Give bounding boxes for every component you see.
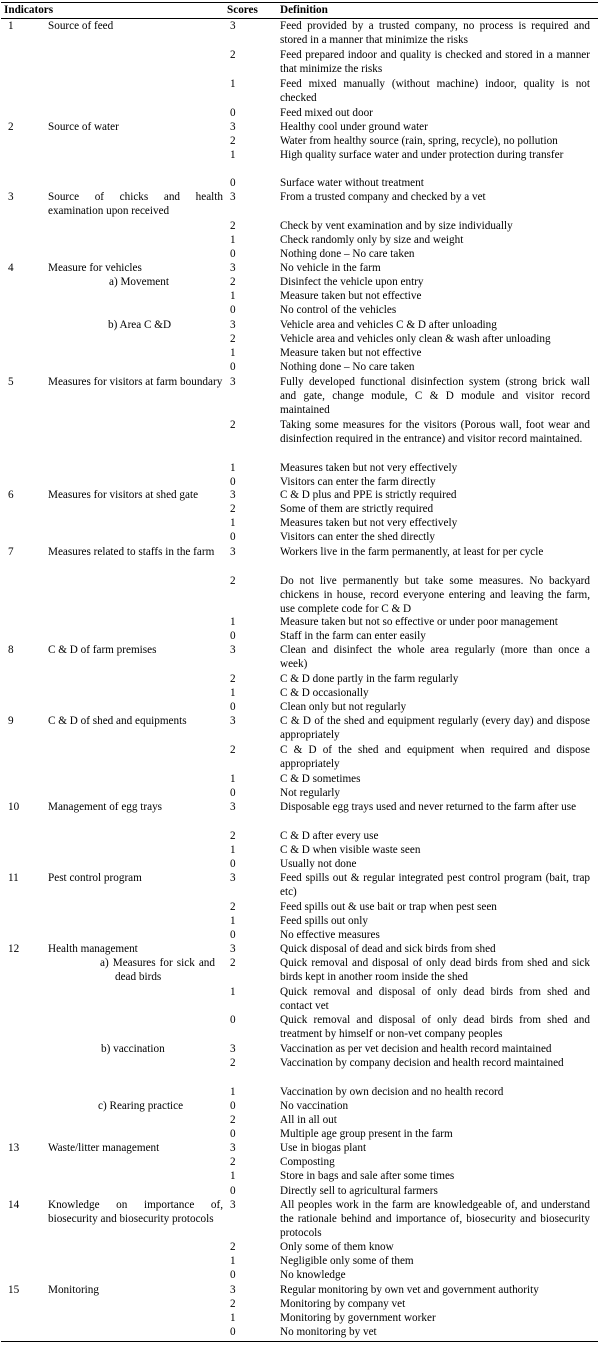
score-value: 0 <box>230 177 236 189</box>
definition-text: Vaccination by own decision and no health record <box>280 1086 504 1098</box>
indicator-label: Measures for visitors at farm boundary <box>48 376 223 388</box>
indicator-number: 4 <box>8 262 14 274</box>
definition-text: Vaccination as per vet decision and health record maintained <box>280 1043 552 1055</box>
score-value: 0 <box>230 304 236 316</box>
score-value: 0 <box>230 531 236 543</box>
definition-text: Fully developed functional disinfection system (strong brick wall and gate, change module, C & D module and visitor record maintained <box>280 376 590 417</box>
definition-text: C & D occasionally <box>280 687 369 699</box>
definition-text: Clean only but not regularly <box>280 701 407 713</box>
score-value: 3 <box>230 1199 236 1211</box>
score-value: 0 <box>230 929 236 941</box>
score-value: 1 <box>230 616 236 628</box>
score-value: 1 <box>230 986 236 998</box>
score-value: 0 <box>230 361 236 373</box>
score-value: 0 <box>230 787 236 799</box>
score-value: 2 <box>230 419 236 431</box>
score-value: 2 <box>230 276 236 288</box>
definition-text: Nothing done – No care taken <box>280 248 415 260</box>
indicator-number: 3 <box>8 191 14 203</box>
score-value: 1 <box>230 234 236 246</box>
definition-text: Vehicle area and vehicles C & D after unloading <box>280 319 497 331</box>
definition-text: Feed mixed manually (without machine) indoor, quality is not checked <box>280 78 590 105</box>
score-value: 0 <box>230 630 236 642</box>
score-value: 2 <box>230 503 236 515</box>
score-value: 3 <box>230 191 236 203</box>
indicator-label: Knowledge on importance of, biosecurity and biosecurity protocols <box>48 1199 223 1225</box>
definition-text: Regular monitoring by own vet and government authority <box>280 1284 539 1296</box>
definition-text: From a trusted company and checked by a vet <box>280 191 486 203</box>
score-value: 2 <box>230 957 236 969</box>
definition-text: Feed prepared indoor and quality is checked and stored in a manner that minimize the risks <box>280 49 590 76</box>
indicator-label: Source of water <box>48 121 119 133</box>
score-value: 3 <box>230 943 236 955</box>
score-value: 1 <box>230 1086 236 1098</box>
definition-text: No knowledge <box>280 1269 346 1281</box>
score-value: 2 <box>230 135 236 147</box>
score-value: 1 <box>230 290 236 302</box>
score-value: 3 <box>230 262 236 274</box>
definition-text: Quick removal and disposal of only dead birds from shed and treatment by himself or non-vet company peoples <box>280 1014 590 1041</box>
score-value: 1 <box>230 149 236 161</box>
score-value: 1 <box>230 915 236 927</box>
definition-text: Usually not done <box>280 858 357 870</box>
definition-text: Directly sell to agricultural farmers <box>280 1185 438 1197</box>
score-value: 1 <box>230 1312 236 1324</box>
score-value: 3 <box>230 1142 236 1154</box>
indicator-number: 8 <box>8 644 14 656</box>
indicator-label: Health management <box>48 943 138 955</box>
score-value: 1 <box>230 773 236 785</box>
definition-text: All in all out <box>280 1114 337 1126</box>
indicator-number: 14 <box>8 1199 20 1211</box>
score-value: 3 <box>230 546 236 558</box>
definition-text: C & D sometimes <box>280 773 361 785</box>
score-value: 3 <box>230 715 236 727</box>
header-definition: Definition <box>280 4 328 16</box>
indicator-label: Source of feed <box>48 20 114 32</box>
indicator-label: b) Area C &D <box>108 319 172 331</box>
definition-text: Store in bags and sale after some times <box>280 1170 455 1182</box>
indicator-label: Measure for vehicles <box>48 262 142 274</box>
score-value: 2 <box>230 1114 236 1126</box>
score-value: 3 <box>230 1284 236 1296</box>
definition-text: Visitors can enter the shed directly <box>280 531 435 543</box>
score-value: 1 <box>230 1255 236 1267</box>
indicator-number: 6 <box>8 489 14 501</box>
definition-text: Nothing done – No care taken <box>280 361 415 373</box>
definition-text: Measure taken but not so effective or under poor management <box>280 616 558 628</box>
score-value: 0 <box>230 1185 236 1197</box>
header-scores: Scores <box>227 4 258 16</box>
score-value: 1 <box>230 78 236 90</box>
score-value: 3 <box>230 121 236 133</box>
definition-text: Measure taken but not effective <box>280 347 422 359</box>
score-value: 1 <box>230 517 236 529</box>
definition-text: Water from healthy source (rain, spring, recycle), no pollution <box>280 135 558 147</box>
score-value: 2 <box>230 901 236 913</box>
definition-text: C & D of the shed and equipment when required and dispose appropriately <box>280 744 590 771</box>
indicator-number: 13 <box>8 1142 20 1154</box>
score-value: 2 <box>230 830 236 842</box>
definition-text: C & D plus and PPE is strictly required <box>280 489 457 501</box>
definition-text: Feed mixed out door <box>280 107 373 119</box>
indicator-number: 7 <box>8 546 14 558</box>
score-value: 0 <box>230 476 236 488</box>
definition-text: Composting <box>280 1156 335 1168</box>
definition-text: Do not live permanently but take some measures. No backyard chickens in house, record everyone entering and leaving the farm, use complete code for C & D <box>280 575 590 616</box>
definition-text: No effective measures <box>280 929 380 941</box>
indicator-label: Measures related to staffs in the farm <box>48 546 215 558</box>
score-value: 2 <box>230 333 236 345</box>
score-value: 3 <box>230 872 236 884</box>
indicator-label: c) Rearing practice <box>98 1100 184 1112</box>
indicator-label: Pest control program <box>48 872 142 884</box>
indicator-number: 10 <box>8 801 20 813</box>
indicator-number: 11 <box>8 872 19 884</box>
indicator-number: 9 <box>8 715 14 727</box>
score-value: 0 <box>230 1269 236 1281</box>
score-value: 3 <box>230 801 236 813</box>
indicator-number: 15 <box>8 1284 20 1296</box>
definition-text: No control of the vehicles <box>280 304 397 316</box>
indicator-label: a) Movement <box>109 276 169 288</box>
score-value: 0 <box>230 858 236 870</box>
header-indicators: Indicators <box>4 4 54 16</box>
definition-text: No monitoring by vet <box>280 1326 377 1338</box>
score-value: 0 <box>230 1100 236 1112</box>
indicator-label: Source of chicks and health examination upon received <box>48 191 223 217</box>
definition-text: Multiple age group present in the farm <box>280 1128 453 1140</box>
score-value: 2 <box>230 1298 236 1310</box>
score-value: 2 <box>230 1241 236 1253</box>
definition-text: Check by vent examination and by size individually <box>280 220 513 232</box>
definition-text: Feed spills out & use bait or trap when pest seen <box>280 901 497 913</box>
definition-text: High quality surface water and under protection during transfer <box>280 149 564 161</box>
indicator-label: b) vaccination <box>101 1043 165 1055</box>
definition-text: Not regularly <box>280 787 340 799</box>
definition-text: Measures taken but not very effectively <box>280 517 458 529</box>
indicator-number: 12 <box>8 943 20 955</box>
score-value: 3 <box>230 489 236 501</box>
definition-text: Some of them are strictly required <box>280 503 434 515</box>
score-value: 3 <box>230 1043 236 1055</box>
definition-text: Workers live in the farm permanently, at least for per cycle <box>280 546 544 558</box>
indicator-number: 1 <box>8 20 14 32</box>
definition-text: Staff in the farm can enter easily <box>280 630 426 642</box>
bottom-rule <box>1 1341 598 1342</box>
score-value: 1 <box>230 687 236 699</box>
indicator-label: Monitoring <box>48 1284 99 1296</box>
definition-text: Feed spills out & regular integrated pest control program (bait, trap etc) <box>280 872 590 899</box>
definition-text: Disposable egg trays used and never returned to the farm after use <box>280 801 577 813</box>
score-value: 0 <box>230 1014 236 1026</box>
score-value: 1 <box>230 844 236 856</box>
indicator-label: Measures for visitors at shed gate <box>48 489 199 501</box>
definition-text: Only some of them know <box>280 1241 394 1253</box>
score-value: 2 <box>230 1057 236 1069</box>
score-value: 0 <box>230 248 236 260</box>
definition-text: Disinfect the vehicle upon entry <box>280 276 424 288</box>
score-value: 1 <box>230 1170 236 1182</box>
definition-text: Vehicle area and vehicles only clean & wash after unloading <box>280 333 551 345</box>
score-value: 1 <box>230 347 236 359</box>
score-value: 3 <box>230 20 236 32</box>
definition-text: All peoples work in the farm are knowledgeable of, and understand the rationale behind and importance of, biosecurity and biosecurity protocols <box>280 1199 590 1240</box>
definition-text: Monitoring by government worker <box>280 1312 436 1324</box>
definition-text: C & D after every use <box>280 830 379 842</box>
definition-text: Measures taken but not very effectively <box>280 462 458 474</box>
definition-text: Use in biogas plant <box>280 1142 367 1154</box>
score-value: 0 <box>230 107 236 119</box>
definition-text: Feed spills out only <box>280 915 368 927</box>
definition-text: Vaccination by company decision and health record maintained <box>280 1057 564 1069</box>
score-value: 2 <box>230 49 236 61</box>
score-value: 2 <box>230 220 236 232</box>
definition-text: Monitoring by company vet <box>280 1298 406 1310</box>
definition-text: Check randomly only by size and weight <box>280 234 464 246</box>
score-value: 0 <box>230 1326 236 1338</box>
definition-text: Healthy cool under ground water <box>280 121 428 133</box>
indicator-label: C & D of farm premises <box>48 644 157 656</box>
definition-text: Surface water without treatment <box>280 177 424 189</box>
score-value: 2 <box>230 1156 236 1168</box>
definition-text: Negligible only some of them <box>280 1255 414 1267</box>
score-value: 2 <box>230 744 236 756</box>
definition-text: Visitors can enter the farm directly <box>280 476 436 488</box>
definition-text: C & D done partly in the farm regularly <box>280 673 459 685</box>
definition-text: C & D when visible waste seen <box>280 844 421 856</box>
definition-text: Clean and disinfect the whole area regularly (more than once a week) <box>280 644 590 671</box>
definition-text: No vaccination <box>280 1100 349 1112</box>
definition-text: No vehicle in the farm <box>280 262 381 274</box>
score-value: 2 <box>230 575 236 587</box>
score-value: 3 <box>230 376 236 388</box>
indicator-number: 2 <box>8 121 14 133</box>
definition-text: Taking some measures for the visitors (Porous wall, foot wear and disinfection required in the entrance) and visitor record maintained. <box>280 419 590 446</box>
score-value: 0 <box>230 701 236 713</box>
definition-text: Quick removal and disposal of only dead birds from shed and contact vet <box>280 986 590 1013</box>
definition-text: Measure taken but not effective <box>280 290 422 302</box>
indicator-number: 5 <box>8 376 14 388</box>
definition-text: C & D of the shed and equipment regularly (every day) and dispose appropriately <box>280 715 590 742</box>
definition-text: Feed provided by a trusted company, no process is required and stored in a manner that minimize the risks <box>280 20 590 47</box>
score-value: 3 <box>230 644 236 656</box>
indicator-label: Management of egg trays <box>48 801 163 813</box>
indicator-label: Waste/litter management <box>48 1142 160 1154</box>
score-value: 0 <box>230 1128 236 1140</box>
score-value: 3 <box>230 319 236 331</box>
indicator-label: a) Measures for sick and dead birds <box>100 957 215 983</box>
score-value: 2 <box>230 673 236 685</box>
definition-text: Quick removal and disposal of only dead birds from shed and sick birds kept in another room inside the shed <box>280 957 590 984</box>
score-value: 1 <box>230 462 236 474</box>
definition-text: Quick disposal of dead and sick birds from shed <box>280 943 496 955</box>
indicator-label: C & D of shed and equipments <box>48 715 187 727</box>
